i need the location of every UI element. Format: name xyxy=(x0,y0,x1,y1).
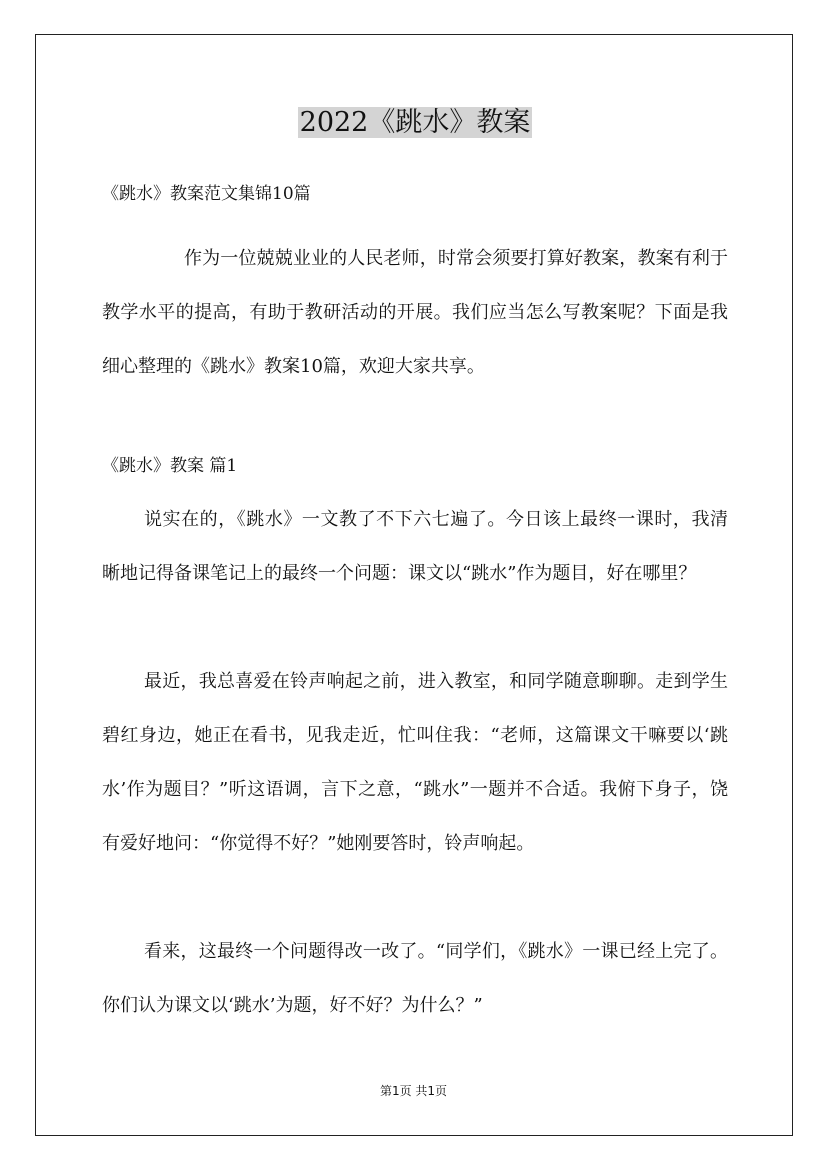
intro-paragraph: 作为一位兢兢业业的人民老师，时常会须要打算好教案，教案有利于教学水平的提高，有助于教研活动的开展。我们应当怎么写教案呢？下面是我细心整理的《跳水》教案10篇，欢迎大家共享。 xyxy=(102,248,728,377)
document-subtitle: 《跳水》教案范文集锦10篇 xyxy=(102,184,311,204)
body-paragraph-2: 最近，我总喜爱在铃声响起之前，进入教室，和同学随意聊聊。走到学生碧红身边，她正在看书，见我走近，忙叫住我：“老师，这篇课文干嘛要以‘跳水’作为题目？”听这语调，言下之意，“跳水”一题并不合适。我俯下身子，饶有爱好地问：“你觉得不好？”她刚要答时，铃声响起。 xyxy=(102,671,728,854)
body-paragraph-1: 说实在的，《跳水》一文教了不下六七遍了。今日该上最终一课时，我清晰地记得备课笔记上的最终一个问题：课文以“跳水”作为题目，好在哪里？ xyxy=(102,509,728,584)
page-number-footer: 第1页 共1页 xyxy=(379,1084,448,1098)
document-title-text: 2022《跳水》教案 xyxy=(299,107,531,138)
section-heading: 《跳水》教案 篇1 xyxy=(102,456,238,476)
document-title xyxy=(102,103,728,143)
body-paragraph-3: 看来，这最终一个问题得改一改了。“同学们，《跳水》一课已经上完了。你们认为课文以‘跳水’为题，好不好？为什么？” xyxy=(102,941,728,1016)
